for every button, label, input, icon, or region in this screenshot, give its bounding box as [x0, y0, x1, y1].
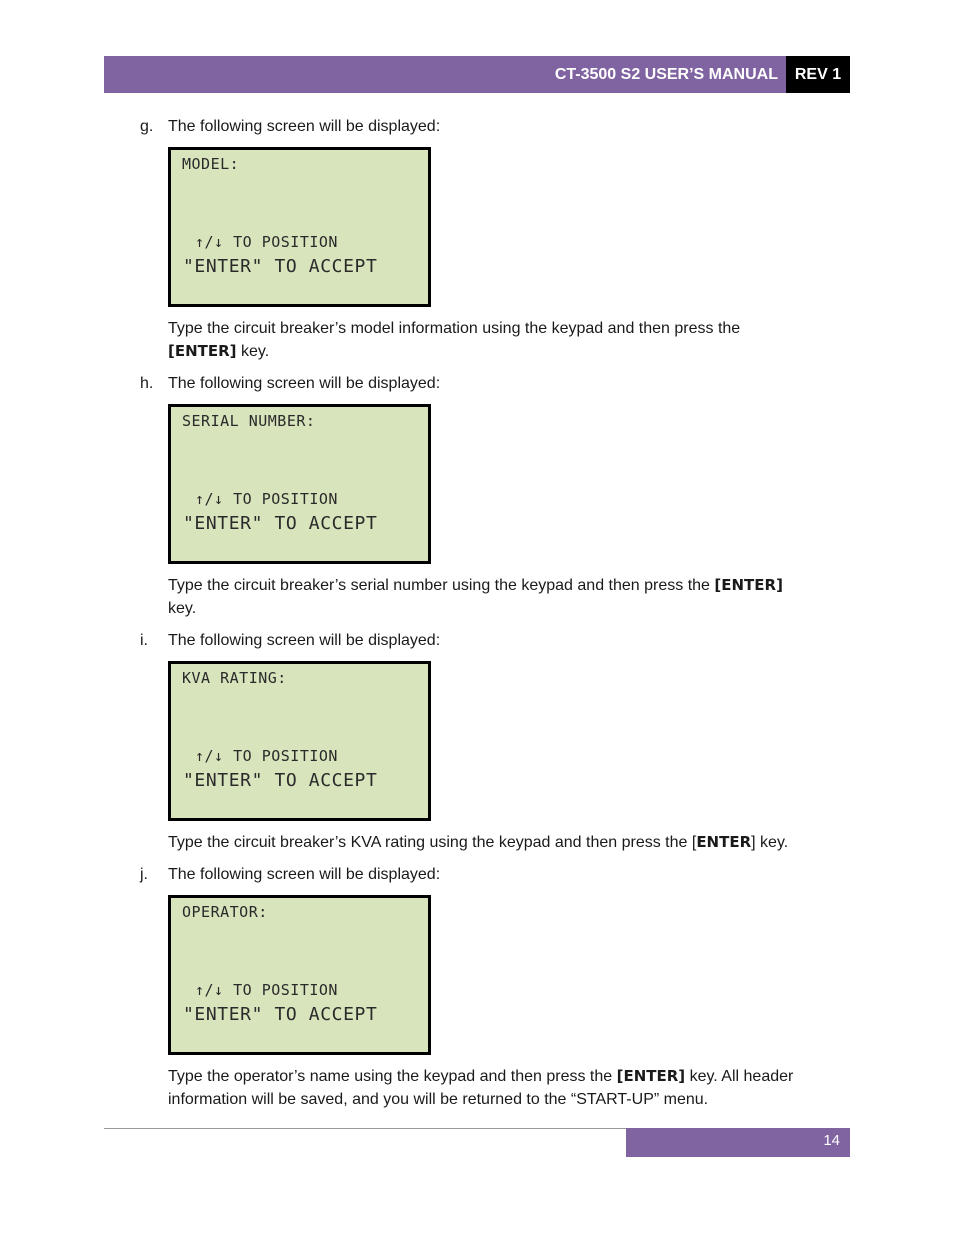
lcd-accept-line: "ENTER" TO ACCEPT [183, 1004, 378, 1025]
enter-key-label: [ENTER] [714, 576, 783, 594]
instruction-text: Type the operator’s name using the keypad and then press the [168, 1068, 617, 1085]
revision-badge: REV 1 [786, 56, 850, 93]
step-i [140, 629, 440, 652]
step-intro: The following screen will be displayed: [168, 375, 441, 392]
instruction-text-end: key. [168, 600, 197, 617]
lcd-accept-line: "ENTER" TO ACCEPT [183, 770, 378, 791]
lcd-position-line: ↑/↓ TO POSITION [195, 747, 338, 765]
lcd-accept-line: "ENTER" TO ACCEPT [183, 256, 378, 277]
step-g-instruction [168, 317, 848, 363]
step-letter: j. [140, 866, 148, 883]
step-i-instruction [168, 831, 848, 854]
step-intro: The following screen will be displayed: [168, 632, 441, 649]
step-intro: The following screen will be displayed: [168, 866, 441, 883]
instruction-text: Type the circuit breaker’s serial number using the keypad and then press the [168, 577, 715, 594]
step-letter: i. [140, 632, 148, 649]
footer-page-box [626, 1128, 850, 1157]
lcd-position-line: ↑/↓ TO POSITION [195, 981, 338, 999]
page-number: 14 [823, 1132, 840, 1149]
header-bar [104, 56, 850, 93]
lcd-screen-kva-rating [168, 661, 431, 821]
step-letter: g. [140, 118, 154, 135]
step-intro: The following screen will be displayed: [168, 118, 441, 135]
instruction-text-end: ] key. [751, 834, 789, 851]
instruction-text: Type the circuit breaker’s KVA rating using the keypad and then press the [ [168, 834, 697, 851]
lcd-screen-model [168, 147, 431, 307]
lcd-title: OPERATOR: [182, 903, 268, 921]
step-h [140, 372, 440, 395]
step-j [140, 863, 440, 886]
lcd-title: KVA RATING: [182, 669, 287, 687]
manual-title: CT-3500 S2 USER’S MANUAL [554, 66, 778, 83]
instruction-text-end: key. [236, 343, 270, 360]
instruction-text: Type the circuit breaker’s model information using the keypad and then press the [168, 320, 741, 337]
lcd-screen-operator [168, 895, 431, 1055]
lcd-title: SERIAL NUMBER: [182, 412, 316, 430]
step-h-instruction [168, 574, 848, 620]
lcd-title: MODEL: [182, 155, 240, 173]
lcd-position-line: ↑/↓ TO POSITION [195, 233, 338, 251]
step-g [140, 115, 440, 138]
lcd-accept-line: "ENTER" TO ACCEPT [183, 513, 378, 534]
enter-key-label: [ENTER] [616, 1067, 686, 1085]
lcd-screen-serial-number [168, 404, 431, 564]
lcd-position-line: ↑/↓ TO POSITION [195, 490, 338, 508]
step-letter: h. [140, 375, 154, 392]
enter-key-label: ENTER [696, 833, 752, 851]
step-j-instruction [168, 1065, 828, 1111]
instruction-text-end: key. All header information will be saved, and you will be returned to the “START-UP” menu. [168, 1068, 794, 1108]
enter-key-label: [ENTER] [168, 342, 237, 360]
